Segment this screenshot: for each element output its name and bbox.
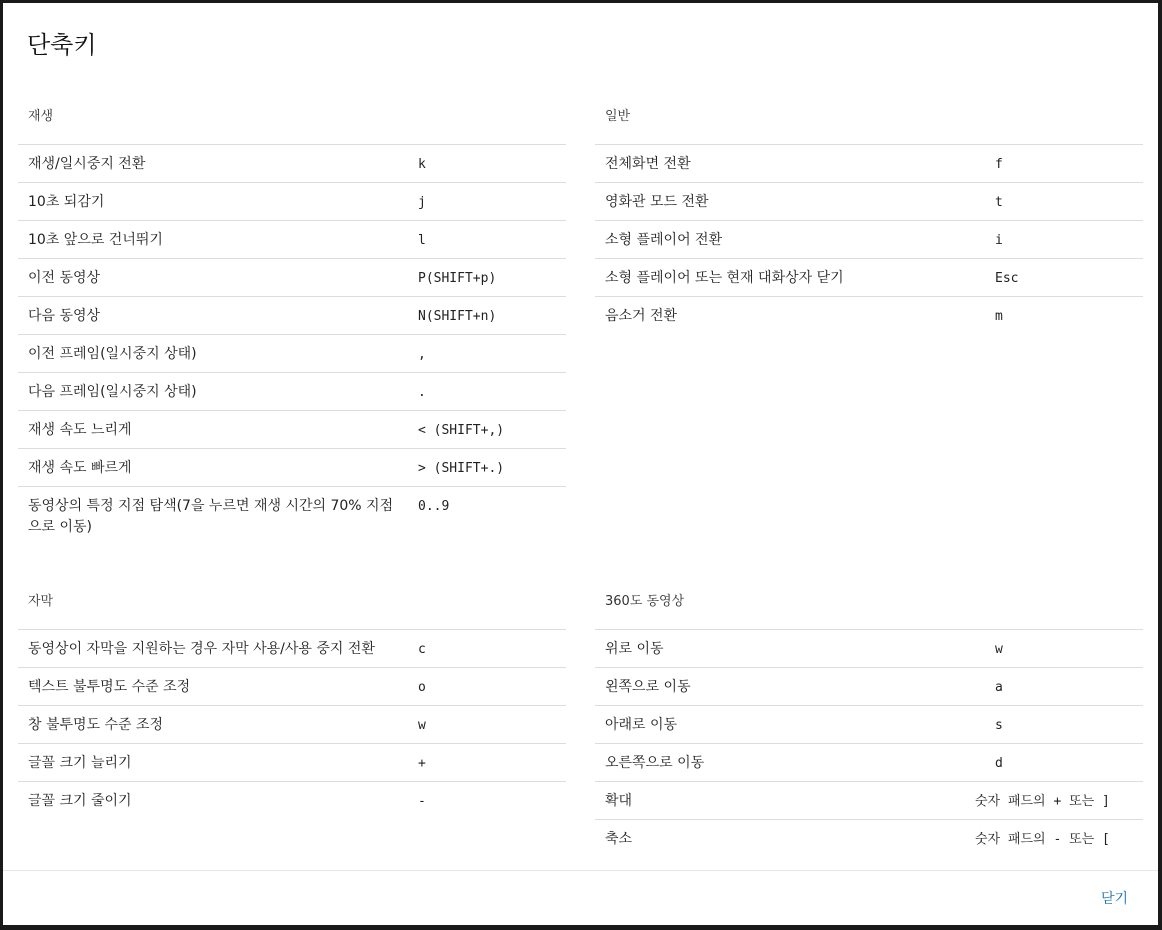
shortcut-key: w bbox=[995, 642, 1003, 657]
section-title-playback: 재생 bbox=[18, 107, 566, 145]
shortcut-key: i bbox=[995, 233, 1003, 248]
shortcut-row bbox=[595, 630, 1143, 668]
shortcut-key: 0..9 bbox=[418, 499, 450, 514]
shortcut-desc: 재생 속도 느리게 bbox=[28, 422, 132, 438]
shortcut-row bbox=[18, 668, 566, 706]
shortcut-row bbox=[18, 411, 566, 449]
shortcut-key: > (SHIFT+.) bbox=[418, 461, 505, 476]
shortcut-key: l bbox=[418, 233, 426, 248]
shortcut-key: k bbox=[418, 157, 426, 172]
shortcut-key: t bbox=[995, 195, 1003, 210]
shortcut-key: a bbox=[995, 680, 1003, 695]
shortcut-row bbox=[18, 782, 566, 820]
shortcut-row bbox=[18, 145, 566, 183]
section-general bbox=[595, 107, 1143, 335]
shortcut-desc: 소형 플레이어 또는 현재 대화상자 닫기 bbox=[605, 270, 844, 286]
shortcut-key: - bbox=[418, 794, 426, 809]
shortcut-key: j bbox=[418, 195, 426, 210]
shortcut-row bbox=[595, 221, 1143, 259]
shortcut-key: + bbox=[418, 756, 426, 771]
shortcut-row bbox=[18, 744, 566, 782]
shortcut-key: s bbox=[995, 718, 1003, 733]
shortcut-key: N(SHIFT+n) bbox=[418, 309, 497, 324]
shortcut-desc: 위로 이동 bbox=[605, 641, 664, 657]
shortcut-desc: 이전 동영상 bbox=[28, 270, 101, 286]
section-title-general: 일반 bbox=[595, 107, 1143, 145]
shortcut-key: , bbox=[418, 347, 426, 362]
section-title-captions: 자막 bbox=[18, 592, 566, 630]
shortcut-row bbox=[595, 782, 1143, 820]
shortcut-key: 숫자 패드의 - 또는 [ bbox=[975, 832, 1110, 847]
shortcut-desc: 창 불투명도 수준 조정 bbox=[28, 717, 164, 733]
shortcut-desc: 동영상의 특정 지점 탐색(7을 누르면 재생 시간의 70% 지점으로 이동) bbox=[28, 498, 394, 535]
shortcut-key: o bbox=[418, 680, 426, 695]
shortcut-row bbox=[595, 259, 1143, 297]
shortcut-row bbox=[18, 297, 566, 335]
shortcut-row bbox=[18, 373, 566, 411]
shortcut-key: . bbox=[418, 385, 426, 400]
close-button[interactable]: 닫기 bbox=[1101, 888, 1128, 908]
shortcut-desc: 축소 bbox=[605, 831, 633, 847]
shortcut-desc: 재생/일시중지 전환 bbox=[28, 156, 146, 172]
shortcut-desc: 아래로 이동 bbox=[605, 717, 678, 733]
shortcut-key: Esc bbox=[995, 271, 1019, 286]
shortcut-key: f bbox=[995, 157, 1003, 172]
section-title-spherical: 360도 동영상 bbox=[595, 592, 1143, 630]
shortcut-row bbox=[595, 183, 1143, 221]
shortcut-key: w bbox=[418, 718, 426, 733]
shortcut-desc: 10초 앞으로 건너뛰기 bbox=[28, 232, 163, 248]
shortcut-desc: 글꼴 크기 늘리기 bbox=[28, 755, 132, 771]
shortcut-key: < (SHIFT+,) bbox=[418, 423, 505, 438]
dialog-title: 단축키 bbox=[27, 31, 97, 59]
shortcut-desc: 텍스트 불투명도 수준 조정 bbox=[28, 679, 191, 695]
shortcut-row bbox=[18, 221, 566, 259]
shortcut-row bbox=[18, 630, 566, 668]
dialog-footer bbox=[3, 870, 1158, 926]
shortcut-desc: 글꼴 크기 줄이기 bbox=[28, 793, 132, 809]
shortcut-row bbox=[595, 820, 1143, 858]
shortcut-row bbox=[595, 145, 1143, 183]
shortcut-key: d bbox=[995, 756, 1003, 771]
shortcut-desc: 확대 bbox=[605, 793, 633, 809]
shortcut-row bbox=[595, 297, 1143, 335]
shortcut-row bbox=[18, 259, 566, 297]
shortcut-desc: 다음 프레임(일시중지 상태) bbox=[28, 384, 197, 400]
shortcut-desc: 영화관 모드 전환 bbox=[605, 194, 709, 210]
shortcut-desc: 소형 플레이어 전환 bbox=[605, 232, 723, 248]
shortcut-row bbox=[18, 335, 566, 373]
shortcut-row bbox=[18, 449, 566, 487]
section-playback bbox=[18, 107, 566, 545]
section-captions bbox=[18, 592, 566, 820]
shortcut-row bbox=[595, 668, 1143, 706]
shortcut-desc: 재생 속도 빠르게 bbox=[28, 460, 132, 476]
shortcut-key: P(SHIFT+p) bbox=[418, 271, 497, 286]
shortcut-desc: 이전 프레임(일시중지 상태) bbox=[28, 346, 197, 362]
shortcut-desc: 전체화면 전환 bbox=[605, 156, 691, 172]
shortcut-row bbox=[18, 183, 566, 221]
section-spherical bbox=[595, 592, 1143, 858]
shortcut-key: c bbox=[418, 642, 426, 657]
keyboard-shortcuts-dialog bbox=[3, 3, 1158, 925]
shortcut-desc: 동영상이 자막을 지원하는 경우 자막 사용/사용 중지 전환 bbox=[28, 641, 375, 657]
shortcut-desc: 오른쪽으로 이동 bbox=[605, 755, 705, 771]
shortcut-row bbox=[18, 487, 566, 545]
shortcut-key: 숫자 패드의 + 또는 ] bbox=[975, 794, 1110, 809]
shortcut-row bbox=[595, 744, 1143, 782]
shortcut-row bbox=[18, 706, 566, 744]
shortcut-desc: 10초 되감기 bbox=[28, 194, 105, 210]
shortcut-key: m bbox=[995, 309, 1003, 324]
shortcut-desc: 음소거 전환 bbox=[605, 308, 678, 324]
shortcut-row bbox=[595, 706, 1143, 744]
shortcut-desc: 다음 동영상 bbox=[28, 308, 101, 324]
shortcut-desc: 왼쪽으로 이동 bbox=[605, 679, 691, 695]
